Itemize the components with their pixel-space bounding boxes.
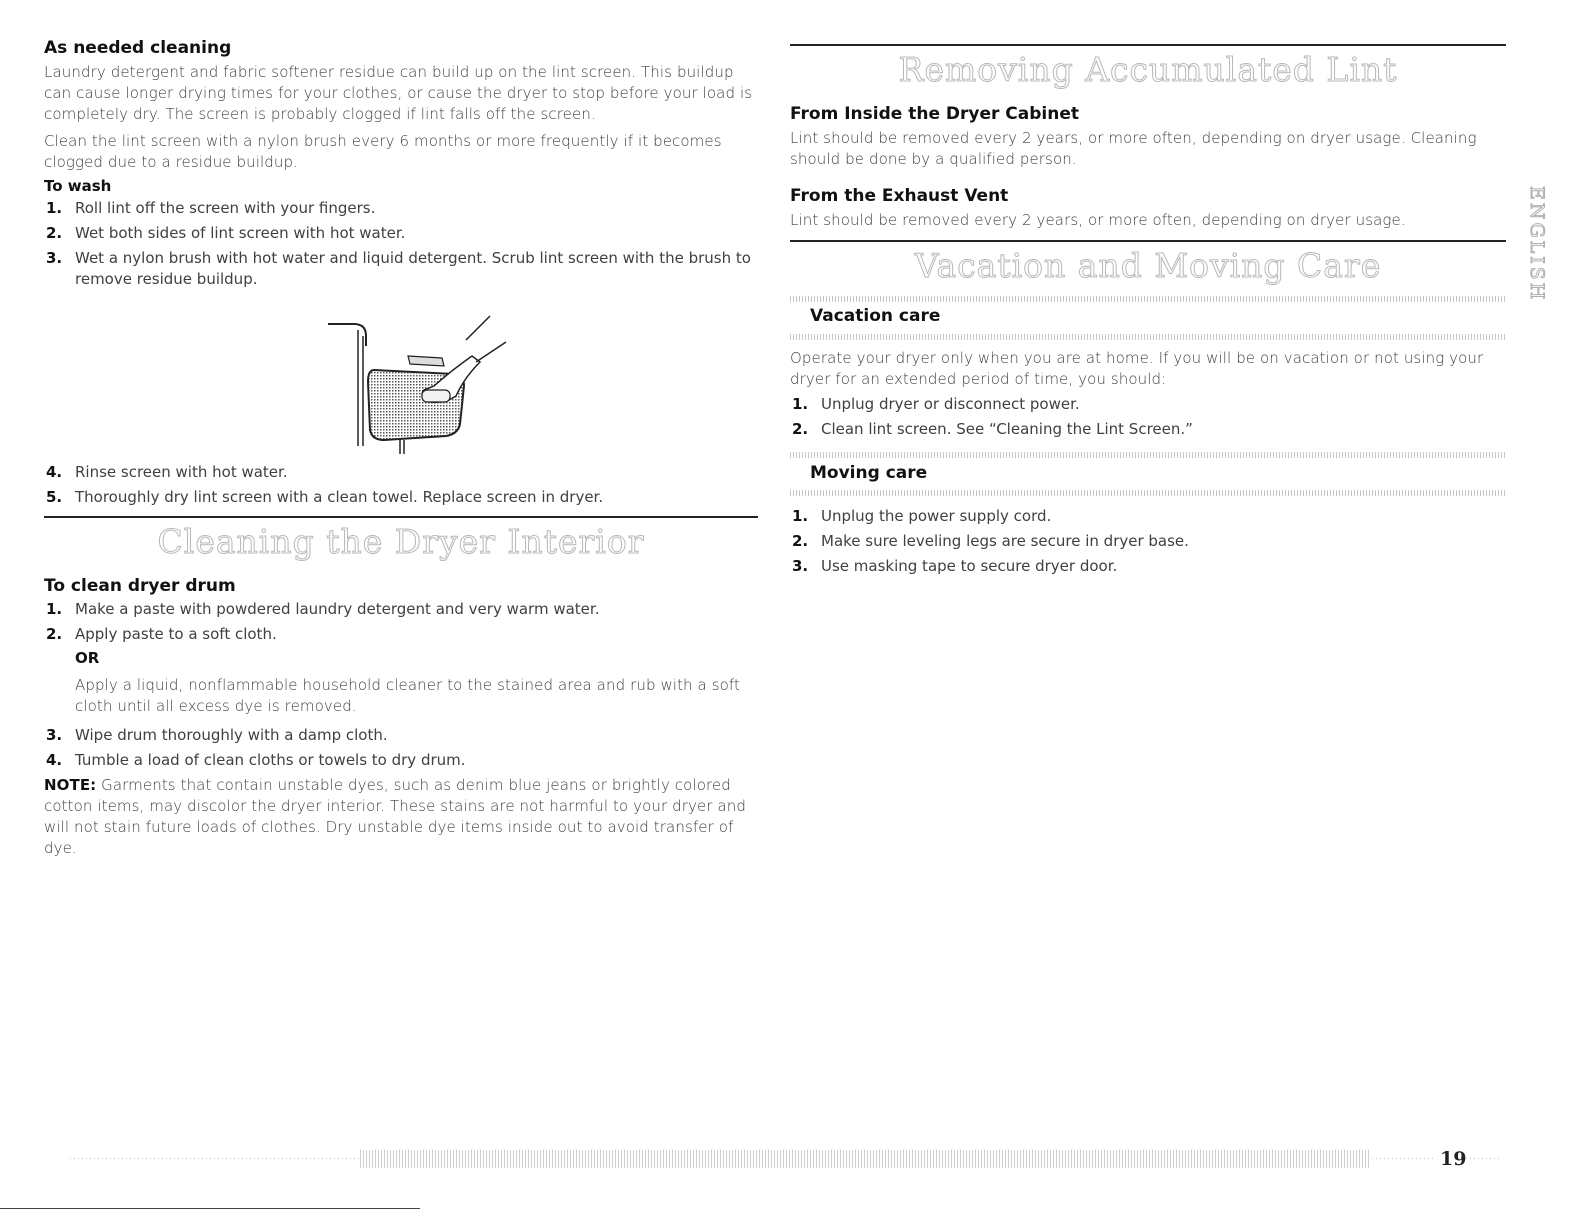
as-needed-heading: As needed cleaning <box>44 38 232 58</box>
cabinet-heading: From Inside the Dryer Cabinet <box>790 104 1079 124</box>
list-item: 3. Wipe drum thoroughly with a damp cloth. <box>46 726 388 744</box>
section-divider <box>790 240 1506 242</box>
section-divider <box>44 516 758 518</box>
list-item: 2. Clean lint screen. See “Cleaning the Lint Screen.” <box>792 420 1193 438</box>
list-item: 2. Apply paste to a soft cloth. <box>46 625 277 643</box>
drum-steps <box>44 599 760 645</box>
clean-drum-heading: To clean dryer drum <box>44 576 236 596</box>
page-number: 19 <box>1440 1148 1467 1170</box>
wash-steps-continued <box>44 462 760 508</box>
list-item: 4. Rinse screen with hot water. <box>46 463 288 481</box>
list-item: 3. Wet a nylon brush with hot water and liquid detergent. Scrub lint screen with the brush to remove residue buildup. <box>46 249 751 288</box>
dotted-band <box>790 296 1506 302</box>
vacation-steps <box>790 394 1506 440</box>
footer-dots-left <box>70 1158 360 1159</box>
moving-care-heading: Moving care <box>810 463 928 483</box>
removing-lint-title: Removing Accumulated Lint <box>898 50 1398 89</box>
list-item: 4. Tumble a load of clean cloths or towels to dry drum. <box>46 751 466 769</box>
note-text: Garments that contain unstable dyes, such as denim blue jeans or brightly colored cotton items, may discolor the dryer interior. These stains are not harmful to your dryer and will not stain future loads of clothes. Dry unstable dye items inside out to avoid transfer of dye. <box>44 776 746 857</box>
lint-section <box>790 104 1506 231</box>
wash-steps <box>44 198 760 290</box>
vacation-text: Operate your dryer only when you are at home. If you will be on vacation or not using your dryer for an extended period of time, you should: <box>790 349 1484 388</box>
vacation-section <box>790 348 1506 440</box>
as-needed-section <box>44 38 760 290</box>
vent-text: Lint should be removed every 2 years, or more often, depending on dryer usage. <box>790 211 1406 229</box>
as-needed-paragraph-1: Laundry detergent and fabric softener residue can build up on the lint screen. This buildup can cause longer drying times for your clothes, or cause the dryer to stop before your load is completely dry. The screen is probably clogged if lint falls off the screen. <box>44 63 753 123</box>
bottom-edge-line <box>0 1208 420 1209</box>
interior-section <box>44 576 760 859</box>
list-item: 1. Roll lint off the screen with your fingers. <box>46 199 376 217</box>
list-item: 1. Unplug the power supply cord. <box>792 507 1052 525</box>
alternative-method: Apply a liquid, nonflammable household cleaner to the stained area and rub with a soft cloth until all excess dye is removed. <box>75 676 740 715</box>
note-label: NOTE: <box>44 776 97 794</box>
cabinet-text: Lint should be removed every 2 years, or more often, depending on dryer usage. Cleaning should be done by a qualified person. <box>790 129 1477 168</box>
drum-steps-continued <box>44 725 760 771</box>
list-item: 1. Make a paste with powdered laundry detergent and very warm water. <box>46 600 600 618</box>
note-paragraph <box>44 775 760 859</box>
vacation-care-heading: Vacation care <box>810 306 941 326</box>
dotted-band <box>790 452 1506 458</box>
as-needed-paragraph-2: Clean the lint screen with a nylon brush every 6 months or more frequently if it becomes clogged due to a residue buildup. <box>44 132 722 171</box>
section-divider <box>790 44 1506 46</box>
list-item: 2. Wet both sides of lint screen with hot water. <box>46 224 406 242</box>
moving-steps <box>790 506 1506 577</box>
list-item: 2. Make sure leveling legs are secure in dryer base. <box>792 532 1189 550</box>
dotted-band <box>790 334 1506 340</box>
vent-heading: From the Exhaust Vent <box>790 186 1009 206</box>
list-item: 1. Unplug dryer or disconnect power. <box>792 395 1080 413</box>
vacation-moving-title: Vacation and Moving Care <box>914 246 1382 285</box>
footer-dots-end <box>1466 1158 1500 1159</box>
list-item: 3. Use masking tape to secure dryer door. <box>792 557 1118 575</box>
cleaning-interior-title: Cleaning the Dryer Interior <box>157 522 645 561</box>
lint-screen-illustration <box>314 312 524 458</box>
footer-dots-right <box>1372 1158 1436 1159</box>
or-label: OR <box>75 649 100 667</box>
language-side-tab: ENGLISH <box>1526 186 1548 303</box>
list-item: 5. Thoroughly dry lint screen with a clean towel. Replace screen in dryer. <box>46 488 604 506</box>
to-wash-label: To wash <box>44 177 112 195</box>
footer-band <box>360 1150 1370 1168</box>
dotted-band <box>790 490 1506 496</box>
